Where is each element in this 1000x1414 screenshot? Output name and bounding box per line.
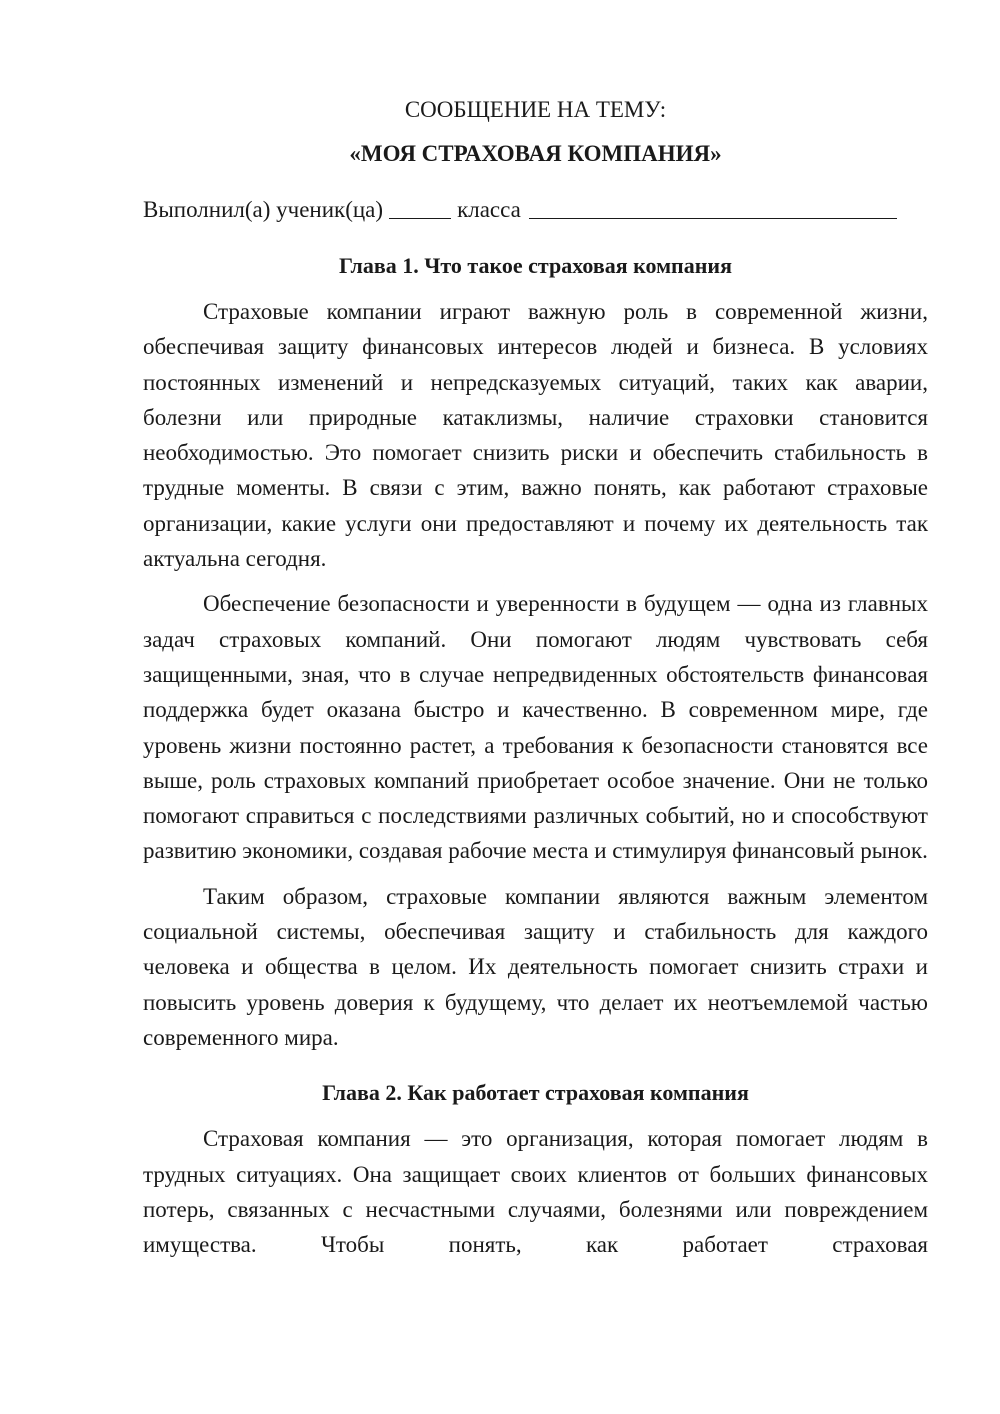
chapter-1-paragraph-3: Таким образом, страховые компании являются важным элементом социальной системы, обеспечивая защиту и стабильность для каждого человека и общества в целом. Их деятельность помогает снизить страхи и повысить уровень доверия к будущему, что делает их неотъемлемой частью современного мира. (143, 883, 928, 1050)
document-title: «МОЯ СТРАХОВАЯ КОМПАНИЯ» (349, 141, 722, 166)
chapter-2-paragraph-1: Страховая компания — это организация, которая помогает людям в трудных ситуациях. Она защищает своих клиентов от больших финансовых потерь, связанных с несчастными случаями, болезнями или повреждением имущества. Чтобы понять, как работает страховая (143, 1126, 928, 1258)
performed-by-label: Выполнил(а) ученик(ца) (143, 197, 384, 222)
document-heading-line-1: СООБЩЕНИЕ НА ТЕМУ: (404, 97, 667, 122)
chapter-1-paragraph-1: Страховые компании играют важную роль в современной жизни, обеспечивая защиту финансовых интересов людей и бизнеса. В условиях постоянных изменений и непредсказуемых ситуаций, таких как аварии, болезни или природные катаклизмы, наличие страховки становится необходимостью. Это помогает снизить риски и обеспечить стабильность в трудные моменты. В связи с этим, важно понять, как работают страховые организации, какие услуги они предоставляют и почему их деятельность так актуальна сегодня. (143, 299, 928, 572)
chapter-1-paragraph-2: Обеспечение безопасности и уверенности в будущем — одна из главных задач страховых компаний. Они помогают людям чувствовать себя защищенными, зная, что в случае непредвиденных обстоятельств финансовая поддержка будет оказана быстро и качественно. В современном мире, где уровень жизни постоянно растет, а требования к безопасности становятся все выше, роль страховых компаний приобретает особое значение. Они не только помогают справиться с последствиями различных событий, но и способствуют развитию экономики, создавая рабочие места и стимулируя финансовый рынок. (143, 591, 928, 864)
chapter-2-title: Глава 2. Как работает страховая компания (322, 1080, 749, 1106)
chapter-1-title: Глава 1. Что такое страховая компания (339, 253, 732, 278)
class-number-blank (389, 196, 451, 219)
student-name-blank (529, 196, 897, 219)
class-label: класса (457, 197, 521, 222)
signature-line (143, 192, 928, 228)
document-page (143, 92, 928, 1262)
